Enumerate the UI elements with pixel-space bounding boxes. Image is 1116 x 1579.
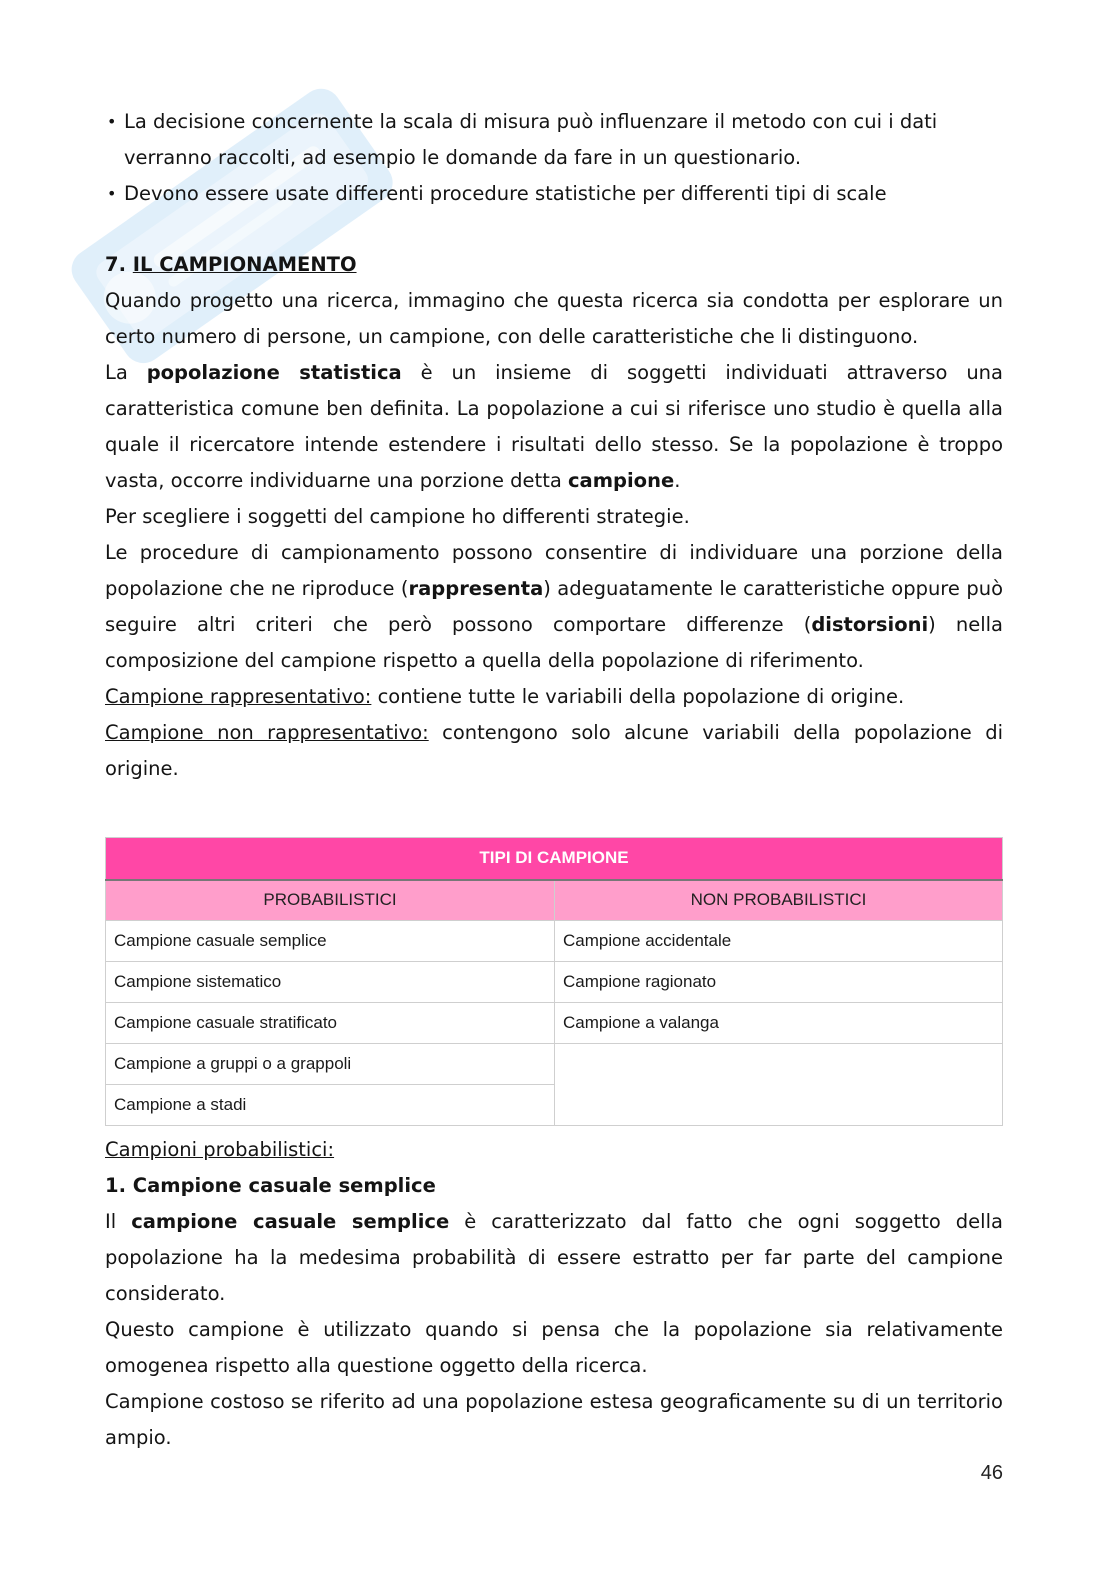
text-run: ) nella composizione del campione rispetto a quella della popolazione di riferimento. — [105, 613, 1003, 672]
table-cell: Campione a gruppi o a grappoli — [106, 1044, 555, 1085]
table-cell: Campione casuale semplice — [106, 921, 555, 962]
subsection-heading — [105, 1168, 1003, 1204]
column-header: PROBABILISTICI — [106, 880, 555, 921]
table-cell: Campione sistematico — [106, 962, 555, 1003]
section-heading — [105, 247, 1003, 283]
paragraph-costoso: Campione costoso se riferito ad una popolazione estesa geograficamente su di un territorio ampio. — [105, 1390, 1003, 1449]
paragraph-casuale-semplice — [105, 1204, 1003, 1312]
table-cell: Campione casuale stratificato — [106, 1003, 555, 1044]
table-row — [106, 1044, 1003, 1085]
bold-term: distorsioni — [811, 613, 929, 636]
section-title: IL CAMPIONAMENTO — [132, 253, 357, 276]
paragraph-popolazione — [105, 355, 1003, 499]
bullet-item: • La decisione concernente la scala di misura può influenzare il metodo con cui i dati verranno raccolti, ad esempio le domande da fare in un questionario. — [105, 104, 1003, 176]
table-cell: Campione a valanga — [555, 1003, 1003, 1044]
text-run: contiene tutte le variabili della popolazione di origine. — [371, 685, 905, 708]
paragraph-non-rappresentativo — [105, 715, 1003, 787]
subsection-label-text: Campioni probabilistici: — [105, 1138, 335, 1161]
bold-term: campione casuale semplice — [131, 1210, 450, 1233]
text-run: Il — [105, 1210, 132, 1233]
bullet-item: • Devono essere usate differenti procedure statistiche per differenti tipi di scale — [105, 176, 1003, 212]
text-run: La — [105, 361, 147, 384]
text-run: contengono solo alcune variabili della popolazione di origine. — [105, 721, 1004, 780]
table-row — [106, 921, 1003, 962]
definition-label: Campione rappresentativo: — [105, 685, 372, 708]
bold-term: campione — [568, 469, 675, 492]
table-cell: Campione accidentale — [555, 921, 1003, 962]
table-row — [106, 1003, 1003, 1044]
paragraph-omogenea: Questo campione è utilizzato quando si pensa che la popolazione sia relativamente omogenea rispetto alla questione oggetto della ricerca. — [105, 1318, 1003, 1377]
section-number: 7. — [105, 253, 126, 276]
table-cell-empty — [555, 1044, 1003, 1126]
table-row — [106, 962, 1003, 1003]
paragraph-intro: Quando progetto una ricerca, immagino che questa ricerca sia condotta per esplorare un certo numero di persone, un campione, con delle caratteristiche che li distinguono. — [105, 289, 1003, 348]
paragraph-procedure — [105, 535, 1003, 679]
table-cell: Campione a stadi — [106, 1085, 555, 1126]
bold-term: popolazione statistica — [146, 361, 402, 384]
sample-types-table — [105, 837, 1003, 1126]
text-run: è caratterizzato dal fatto che ogni soggetto della popolazione ha la medesima probabilità di essere estratto per far parte del campione considerato. — [105, 1210, 1003, 1305]
table-title: TIPI DI CAMPIONE — [106, 838, 1003, 880]
subsection-label — [105, 1132, 1003, 1168]
page-number: 46 — [980, 1462, 1003, 1484]
bold-term: rappresenta — [408, 577, 544, 600]
subsection-number: 1. — [105, 1174, 126, 1197]
table-cell: Campione ragionato — [555, 962, 1003, 1003]
text-run: ) adeguatamente le caratteristiche oppure può seguire altri criteri che però possono comportare differenze ( — [105, 577, 1003, 636]
text-run: . — [674, 469, 681, 492]
text-run: è un insieme di soggetti individuati attraverso una caratteristica comune ben definita. La popolazione a cui si riferisce uno studio è quella alla quale il ricercatore intende estendere i risultati dello stesso. Se la popolazione è troppo vasta, occorre individuarne una porzione detta — [105, 361, 1003, 492]
paragraph-strategie: Per scegliere i soggetti del campione ho differenti strategie. — [105, 505, 690, 528]
text-run: Le procedure di campionamento possono consentire di individuare una porzione della popolazione che ne riproduce ( — [105, 541, 1003, 600]
definition-label: Campione non rappresentativo: — [105, 721, 429, 744]
column-header: NON PROBABILISTICI — [555, 880, 1003, 921]
paragraph-rappresentativo — [105, 679, 1003, 715]
bullet-list — [105, 104, 1003, 212]
page-content — [105, 104, 1003, 1456]
subsection-title: Campione casuale semplice — [132, 1174, 436, 1197]
